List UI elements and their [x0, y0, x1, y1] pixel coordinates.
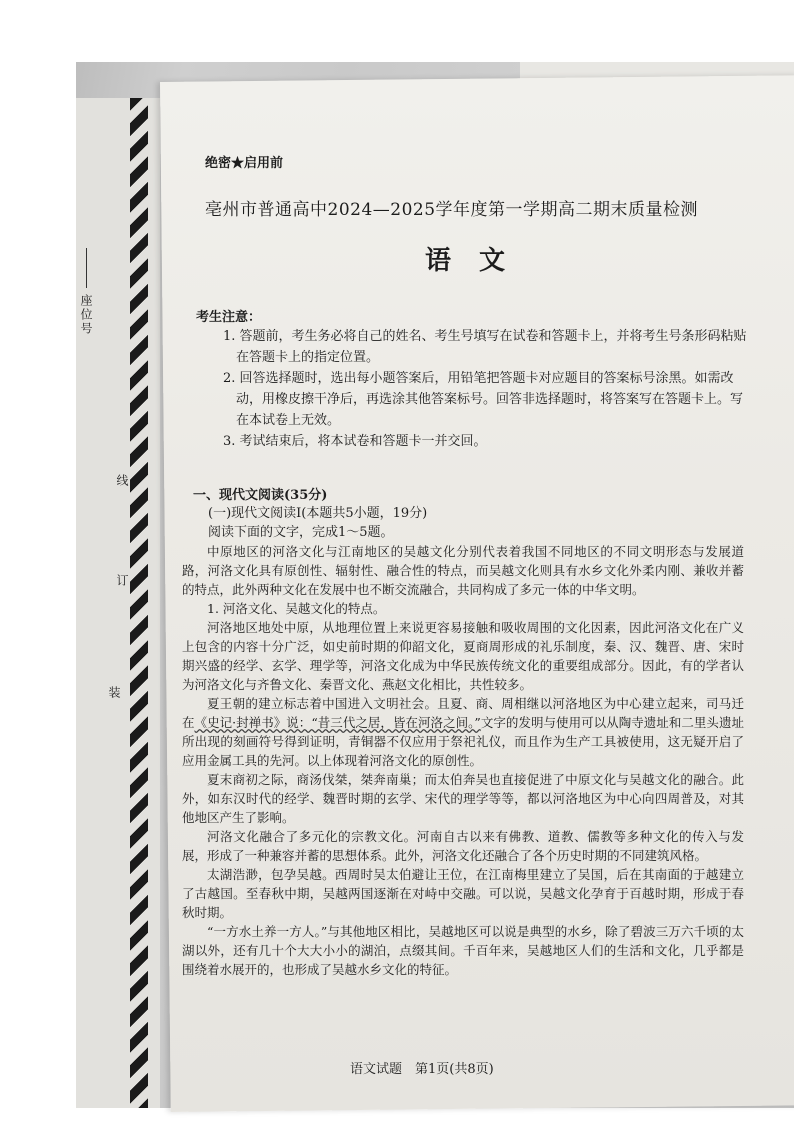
paragraph: 河洛地区地处中原，从地理位置上来说更容易接触和吸收周围的文化因素，因此河洛文化在广义上包含的内容十分广泛，如史前时期的仰韶文化，夏商周形成的礼乐制度，秦、汉、魏晋、唐、宋时期兴盛的经学、玄学、理学等，河洛文化成为中华民族传统文化的重要组成部分。因此，有的学者认为河洛文化与齐鲁文化、秦晋文化、燕赵文化相比，共性较多。 — [182, 620, 744, 692]
note-item: 2. 回答选择题时，选出每小题答案后，用铅笔把答题卡对应题目的答案标号涂黑。如需改动，用橡皮擦干净后，再选涂其他答案标号。回答非选择题时，将答案写在答题卡上。写在本试卷上无效。 — [223, 371, 744, 428]
section-subtitle: (一)现代文阅读Ⅰ(本题共5小题，19分) — [208, 506, 428, 521]
paragraph: 太湖浩渺，包孕吴越。西周时吴太伯避让王位，在江南梅里建立了吴国，后在其南面的于越建立了古越国。至春秋中期，吴越两国逐渐在对峙中交融。可以说，吴越文化孕育于百越时期，形成于春秋时期。 — [182, 867, 744, 920]
line-label: 线 — [115, 474, 129, 488]
binding-stripe — [130, 98, 148, 1108]
paragraph-heading: 1. 河洛文化、吴越文化的特点。 — [207, 601, 386, 616]
paragraph — [182, 694, 744, 770]
order-label: 订 — [115, 574, 129, 588]
reading-article — [182, 542, 744, 979]
page-footer: 语文试题 第1页(共8页) — [350, 1062, 494, 1077]
reading-instruction: 阅读下面的文字，完成1～5题。 — [208, 525, 394, 540]
paragraph: “一方水土养一方人。”与其他地区相比，吴越地区可以说是典型的水乡，除了碧波三万六千顷的太湖以外，还有几十个大大小小的湖泊，点缀其间。千百年来，吴越地区人们的生活和文化，几乎都是围绕着水展开的，也形成了吴越水乡文化的特征。 — [182, 924, 744, 977]
bind-label: 装 — [107, 686, 121, 700]
paragraph: 夏末商初之际，商汤伐桀，桀奔南巢；而太伯奔吴也直接促进了中原文化与吴越文化的融合。此外，如东汉时代的经学、魏晋时期的玄学、宋代的理学等等，都以河洛地区为中心向四周普及，对其他地区产生了影响。 — [182, 772, 744, 825]
underlined-quote: 《史记·封禅书》说：“昔三代之居，皆在河洛之间。” — [194, 715, 481, 730]
note-item: 1. 答题前，考生务必将自己的姓名、考生号填写在试卷和答题卡上，并将考生号条形码粘贴在答题卡上的指定位置。 — [223, 329, 747, 365]
confidential-label: 绝密★启用前 — [205, 156, 284, 171]
paragraph: 中原地区的河洛文化与江南地区的吴越文化分别代表着我国不同地区的不同文明形态与发展道路，河洛文化具有原创性、辐射性、融合性的特点，而吴越文化则具有水乡文化外柔内刚、兼收并蓄的特点，此外两种文化在发展中也不断交流融合，共同构成了多元一体的中华文明。 — [182, 544, 744, 597]
note-item: 3. 考试结束后，将本试卷和答题卡一并交回。 — [223, 434, 487, 449]
notes-heading: 考生注意： — [196, 310, 262, 325]
seat-rule-line — [86, 248, 87, 288]
paragraph-part: 夏王朝的建立标志着中国进入文明社会。且夏、商、周相继以河洛地区为中心建立起来，司马迁在 — [182, 696, 744, 730]
section-title: 一、现代文阅读(35分) — [193, 488, 328, 503]
paragraph: 河洛文化融合了多元化的宗教文化。河南自古以来有佛教、道教、儒教等多种文化的传入与发展，形成了一种兼容并蓄的思想体系。此外，河洛文化还融合了各个历史时期的不同建筑风格。 — [182, 829, 744, 863]
subject-title: 语文 — [425, 246, 534, 276]
paragraph-part: 文字的发明与使用可以从陶寺遗址和二里头遗址所出现的刻画符号得到证明，青铜器不仅应用于祭祀礼仪，而且作为生产工具被使用，这无疑开启了应用金属工具的先河。以上体现着河洛文化的原创性。 — [182, 715, 744, 768]
exam-title: 亳州市普通高中2024—2025学年度第一学期高二期末质量检测 — [205, 200, 699, 220]
seat-number-label: 座位号 — [79, 294, 93, 336]
notes-list — [210, 326, 755, 452]
binding-margin — [76, 98, 160, 1108]
